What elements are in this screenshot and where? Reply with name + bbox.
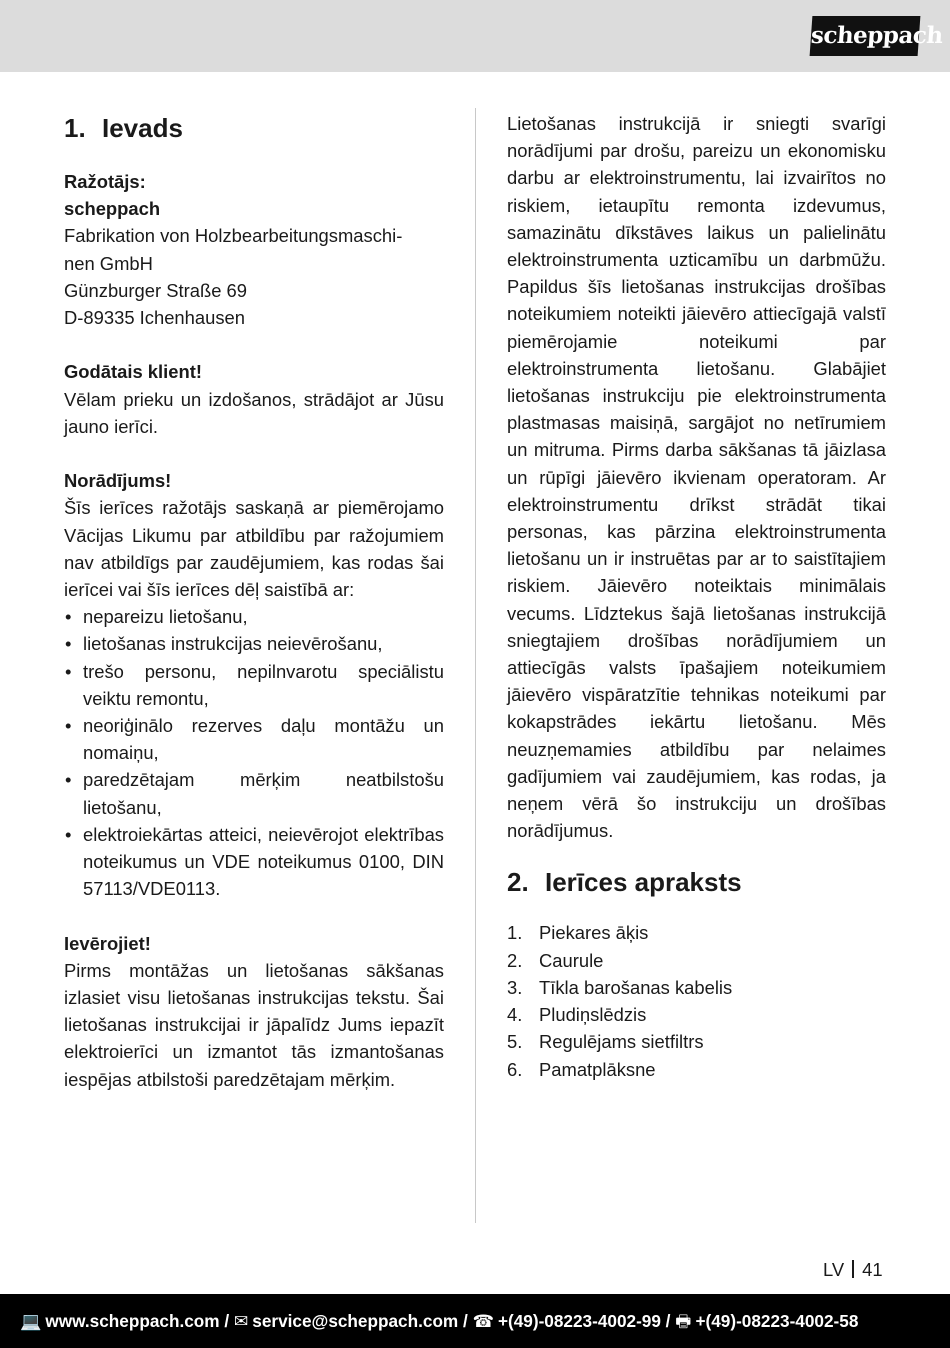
address-line-2: nen GmbH bbox=[64, 252, 153, 274]
list-item: • paredzētajam mērķim neatbilstošu lietošanu, bbox=[64, 766, 444, 820]
fax-number: +(49)-08223-4002-58 bbox=[695, 1311, 859, 1331]
manufacturer-name: scheppach bbox=[64, 198, 161, 220]
section-1-number: 1. bbox=[64, 113, 86, 143]
website-link[interactable]: www.scheppach.com bbox=[45, 1311, 220, 1331]
list-item: 1. Piekares āķis bbox=[507, 922, 649, 944]
observe-text: Pirms montāžas un lietošanas sākšanas izlasiet visu lietošanas instrukcijas tekstu. Šai lietošanas instrukcijai ir jāpalīdz Jums iepazīt elektroierīci un izmantot tās izmantošanas iespējas atbilstoši paredzētajam mērķim. bbox=[64, 959, 444, 1090]
parts-list bbox=[507, 919, 886, 1082]
section-2-heading bbox=[507, 866, 886, 898]
list-item: • neoriģinālo rezerves daļu montāžu un nomaiņu, bbox=[64, 712, 444, 766]
section-2-number: 2. bbox=[507, 867, 529, 898]
greeting-label: Godātais klient! bbox=[64, 361, 202, 383]
address-line-4: D-89335 Ichenhausen bbox=[64, 307, 245, 329]
intro-text: Lietošanas instrukcijā ir sniegti svarīgi norādījumi par drošu, pareizu un ekonomisku darbu ar elektroinstrumentu, lai izvairītos no riskiem, ietaupītu remonta izdevumus, samazinātu dīkstāves laikus un palielinātu elektroinstrumenta uzticamību un darbmūžu. Papildus šīs lietošanas instrukcijas drošības noteikumiem noteikti jāievēro attiecīgajā valstī piemērojamie noteikumi par elektroinstrumenta lietošanu. Glabājiet lietošanas instrukciju pie elektroinstrumenta plastmasas maisiņā, sargājot no netīrumiem un mitruma. Pirms darba sākšanas tā jāizlasa un rūpīgi jāievēro ikvienam operatoram. Ar elektroinstrumentu drīkst strādāt tikai personas, kas pārzina elektroinstrumenta lietošanu un ir instruētas par ar to saistītajiem riskiem. Jāievēro noteiktais minimālais vecums. Līdztekus šajā lietošanas instrukcijā sniegtajiem drošības norādījumiem un attiecīgās valsts īpašajiem noteikumiem jāievēro vispāratzītie tehnikas noteikumi par kokapstrādes iekārtu lietošanu. Mēs neuzņemamies atbildību par nelaimes gadījumiem vai zaudējumiem, kas rodas, ja neņem vērā šo instrukciju un drošības norādījumus. bbox=[507, 113, 886, 842]
notice-list bbox=[64, 603, 444, 902]
column-divider bbox=[475, 108, 476, 1223]
computer-icon: 💻 bbox=[20, 1311, 42, 1331]
fax-icon: 🖶 bbox=[675, 1311, 692, 1331]
list-item: 4. Pludiņslēdzis bbox=[507, 1004, 647, 1026]
greeting-text: Vēlam prieku un izdošanos, strādājot ar Jūsu jauno ierīci. bbox=[64, 388, 444, 437]
notice-label: Norādījums! bbox=[64, 470, 172, 492]
list-item: 6. Pamatplāksne bbox=[507, 1058, 656, 1080]
list-item: • nepareizu lietošanu, bbox=[64, 603, 444, 630]
section-1-heading bbox=[64, 112, 444, 144]
phone-icon: ☎ bbox=[472, 1311, 494, 1331]
right-column bbox=[507, 110, 886, 1083]
section-2-title: Ierīces apraksts bbox=[545, 867, 742, 898]
left-column bbox=[64, 110, 444, 1093]
list-item: 3. Tīkla barošanas kabelis bbox=[507, 976, 733, 998]
notice-text: Šīs ierīces ražotājs saskaņā ar piemērojamo Vācijas Likumu par atbildību par ražojumiem nav atbildīgs par zaudējumiem, kas rodas šai ierīcei vai šīs ierīces dēļ saistībā ar: bbox=[64, 497, 444, 601]
footer-bar: 💻 www.scheppach.com / ✉ service@scheppach.com / ☎ +(49)-08223-4002-99 / 🖶 +(49)-08223-4002-58 bbox=[0, 1294, 950, 1348]
address-line-1: Fabrikation von Holzbearbeitungsmaschi- bbox=[64, 225, 403, 247]
manufacturer-label: Ražotājs: bbox=[64, 171, 146, 192]
page-number-value: 41 bbox=[862, 1259, 883, 1280]
page-separator bbox=[852, 1260, 854, 1278]
list-item: • trešo personu, nepilnvarotu speciālistu veiktu remontu, bbox=[64, 658, 444, 712]
email-link[interactable]: service@scheppach.com bbox=[252, 1311, 459, 1331]
header-band bbox=[0, 0, 950, 72]
page-lang: LV bbox=[823, 1259, 845, 1280]
list-item: 5. Regulējams sietfiltrs bbox=[507, 1031, 704, 1053]
section-1-title: Ievads bbox=[102, 113, 183, 143]
page-number bbox=[823, 1256, 883, 1283]
scheppach-logo: scheppach bbox=[810, 16, 921, 56]
phone-number: +(49)-08223-4002-99 bbox=[497, 1311, 661, 1331]
address-line-3: Günzburger Straße 69 bbox=[64, 279, 247, 301]
mail-icon: ✉ bbox=[233, 1311, 249, 1331]
observe-label: Ievērojiet! bbox=[64, 932, 151, 954]
list-item: 2. Caurule bbox=[507, 949, 604, 971]
list-item: • lietošanas instrukcijas neievērošanu, bbox=[64, 630, 444, 657]
list-item: • elektroiekārtas atteici, neievērojot elektrības noteikumus un VDE noteikumus 0100, DIN 57113/VDE0113. bbox=[64, 821, 444, 903]
